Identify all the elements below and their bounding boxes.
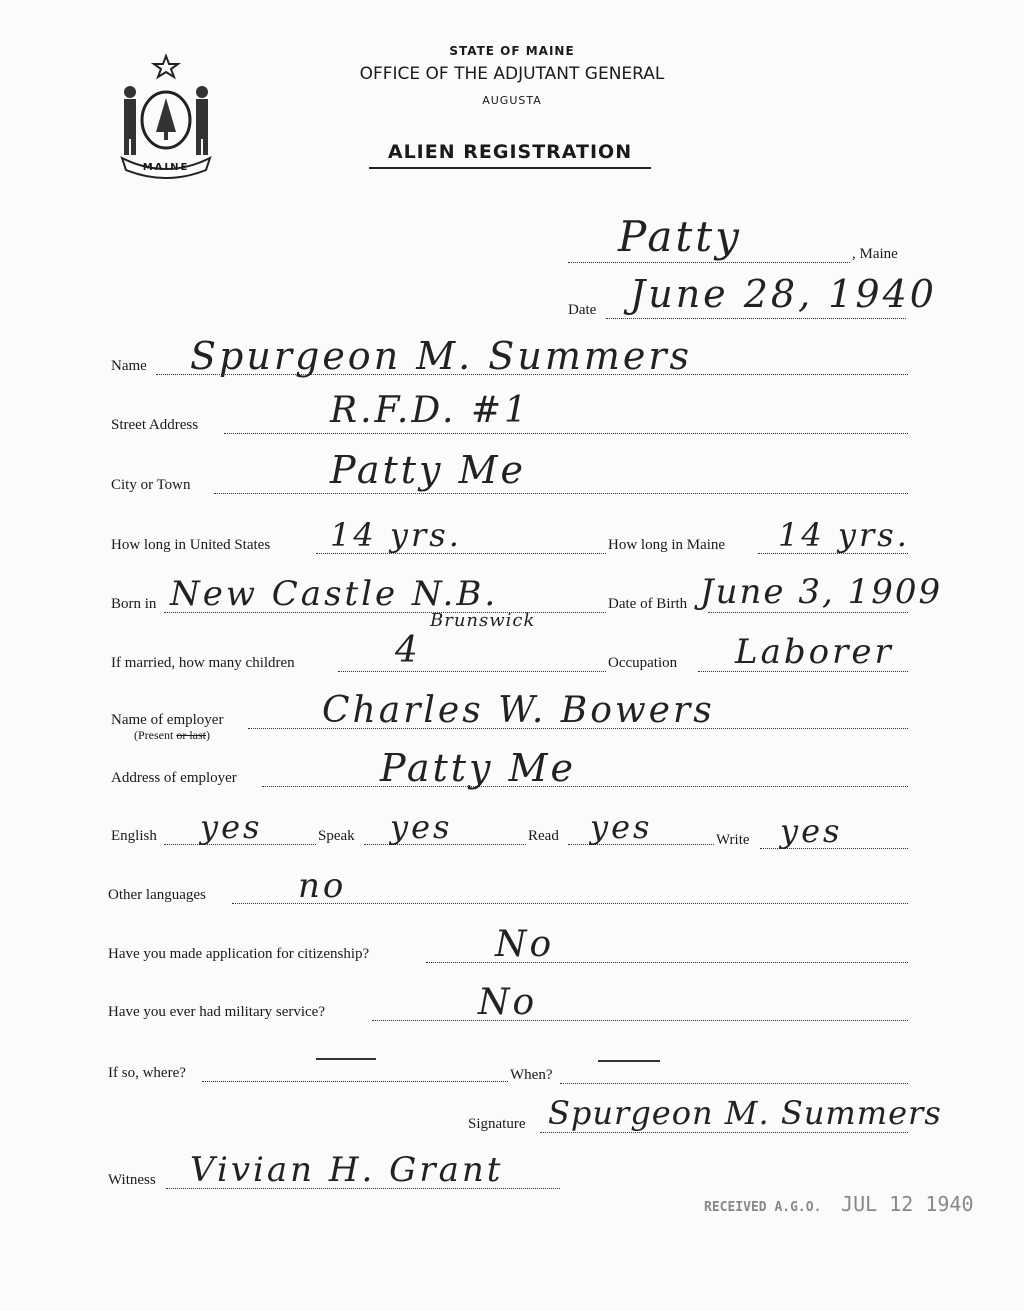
name-label: Name bbox=[111, 358, 147, 374]
title-underline bbox=[369, 167, 651, 169]
english-label: English bbox=[111, 828, 157, 844]
occupation-value: Laborer bbox=[735, 632, 894, 672]
citizenship-label: Have you made application for citizenship? bbox=[108, 946, 370, 962]
when-dash bbox=[598, 1060, 660, 1062]
employer-note-pre: (Present bbox=[134, 728, 177, 742]
how-long-maine-value: 14 yrs. bbox=[778, 516, 910, 554]
dob-label: Date of Birth bbox=[608, 596, 688, 612]
other-languages-label: Other languages bbox=[108, 887, 206, 903]
if-so-where-line bbox=[202, 1081, 508, 1082]
city-line bbox=[214, 493, 908, 494]
when-label: When? bbox=[510, 1067, 553, 1083]
read-label: Read bbox=[528, 828, 559, 844]
stamp-date: JUL 12 1940 bbox=[841, 1192, 974, 1216]
street-label: Street Address bbox=[111, 417, 199, 433]
read-value: yes bbox=[590, 808, 653, 846]
name-value: Spurgeon M. Summers bbox=[190, 334, 693, 378]
employer-note-post: ) bbox=[206, 728, 210, 742]
header-state: STATE OF MAINE bbox=[449, 44, 575, 58]
children-line bbox=[338, 671, 606, 672]
dob-value: June 3, 1909 bbox=[700, 572, 943, 612]
born-in-label: Born in bbox=[111, 596, 157, 612]
date-label: Date bbox=[568, 302, 597, 318]
employer-note bbox=[134, 728, 210, 743]
witness-label: Witness bbox=[108, 1172, 156, 1188]
military-label: Have you ever had military service? bbox=[108, 1004, 325, 1020]
signature-label: Signature bbox=[468, 1116, 526, 1132]
date-line bbox=[606, 318, 906, 319]
stamp-text: RECEIVED A.G.O. bbox=[704, 1200, 822, 1215]
form-title: ALIEN REGISTRATION bbox=[387, 141, 633, 163]
employer-address-label: Address of employer bbox=[111, 770, 237, 786]
citizenship-value: No bbox=[495, 924, 555, 965]
received-stamp bbox=[704, 1192, 974, 1216]
city-value: Patty Me bbox=[330, 448, 527, 492]
other-languages-value: no bbox=[298, 866, 347, 906]
witness-value: Vivian H. Grant bbox=[190, 1150, 504, 1190]
signature-line bbox=[540, 1132, 908, 1133]
where-dash bbox=[316, 1058, 376, 1060]
city-label: City or Town bbox=[111, 477, 191, 493]
write-value: yes bbox=[780, 812, 843, 850]
born-in-value: New Castle N.B. bbox=[170, 574, 499, 614]
speak-label: Speak bbox=[318, 828, 355, 844]
employer-value: Charles W. Bowers bbox=[322, 690, 715, 731]
children-label: If married, how many children bbox=[111, 655, 295, 671]
street-line bbox=[224, 433, 908, 434]
seal-banner: MAINE bbox=[142, 162, 190, 173]
how-long-us-value: 14 yrs. bbox=[330, 516, 462, 554]
english-value: yes bbox=[200, 808, 263, 846]
if-so-where-label: If so, where? bbox=[108, 1065, 186, 1081]
children-value: 4 bbox=[395, 630, 421, 671]
employer-address-line bbox=[262, 786, 908, 787]
occupation-label: Occupation bbox=[608, 655, 678, 671]
employer-address-value: Patty Me bbox=[380, 746, 577, 790]
how-long-us-label: How long in United States bbox=[111, 537, 271, 553]
write-label: Write bbox=[716, 832, 750, 848]
town-value: Patty bbox=[618, 212, 742, 261]
signature-value: Spurgeon M. Summers bbox=[548, 1094, 942, 1132]
street-value: R.F.D. #1 bbox=[330, 390, 530, 431]
maine-label: , Maine bbox=[852, 246, 898, 262]
military-line bbox=[372, 1020, 908, 1021]
born-in-extra: Brunswick bbox=[430, 610, 536, 631]
how-long-maine-label: How long in Maine bbox=[608, 537, 726, 553]
dob-line bbox=[708, 612, 908, 613]
military-value: No bbox=[478, 982, 538, 1023]
speak-value: yes bbox=[390, 808, 453, 846]
when-line bbox=[560, 1083, 908, 1084]
employer-note-struck: or last bbox=[176, 728, 206, 742]
header-office: OFFICE OF THE ADJUTANT GENERAL bbox=[359, 64, 665, 84]
town-line bbox=[568, 262, 850, 263]
date-value: June 28, 1940 bbox=[630, 272, 937, 316]
header-city: AUGUSTA bbox=[482, 94, 542, 107]
employer-label: Name of employer bbox=[111, 712, 224, 728]
